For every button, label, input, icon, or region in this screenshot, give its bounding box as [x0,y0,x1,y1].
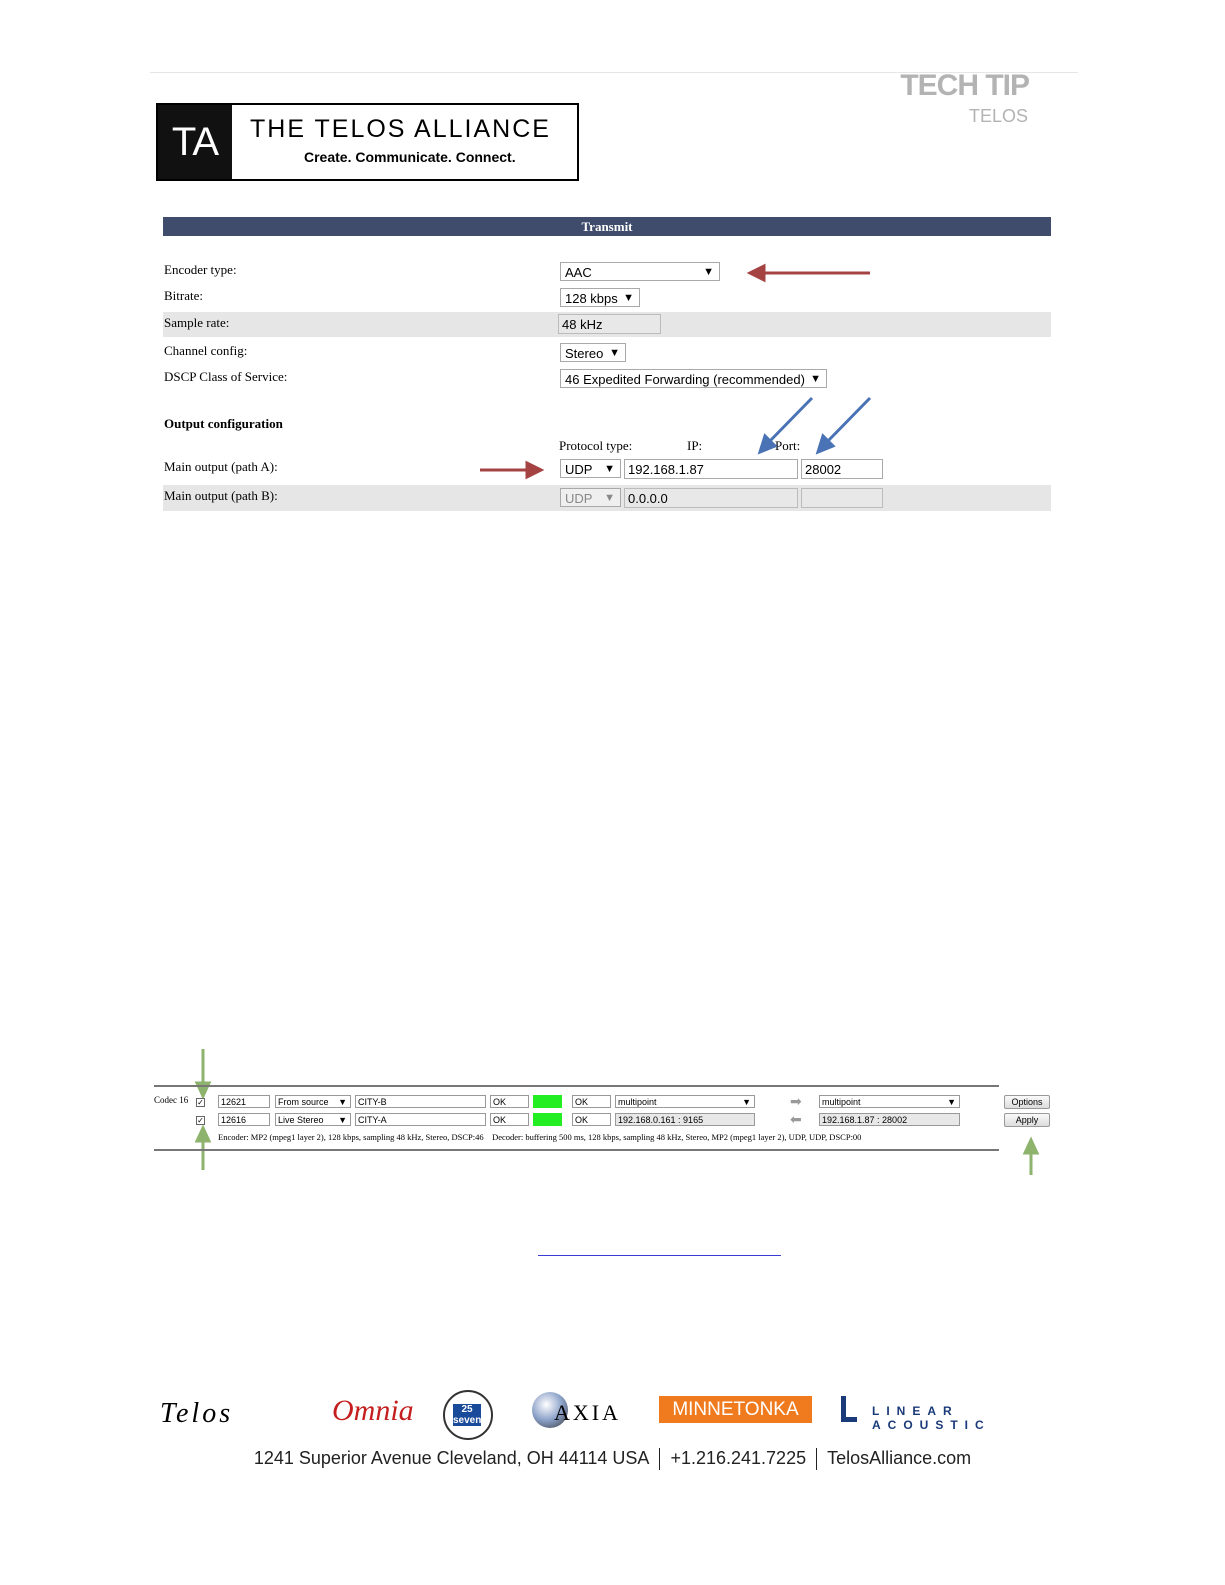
path-b-ip-input: 0.0.0.0 [624,488,798,508]
codec-row-1-dest2-select[interactable] [819,1095,960,1108]
path-a-ip-input[interactable]: 192.168.1.87 [624,459,798,479]
divider [816,1448,817,1470]
ip-header: IP: [687,438,703,453]
logo-mark: TA [158,105,232,179]
hyperlink-underline[interactable] [538,1255,781,1256]
codec-top-rule [154,1085,999,1087]
chevron-down-icon: ▼ [810,373,821,385]
dscp-label: DSCP Class of Service: [164,369,288,384]
chevron-down-icon: ▼ [338,1115,347,1125]
codec-row-2-id[interactable]: 12616 [218,1113,270,1126]
25seven-logo-text: 25 seven [453,1404,482,1426]
codec-row-2-mode-select[interactable] [275,1113,351,1126]
channel-config-value: Stereo [565,346,604,361]
protocol-type-header: Protocol type: [559,438,633,453]
logo-name: THE TELOS ALLIANCE [250,115,551,143]
codec-row-2-mode-value: Live Stereo [278,1115,324,1125]
chevron-down-icon: ▼ [609,347,620,359]
path-a-port-input[interactable]: 28002 [801,459,883,479]
codec-row-1-dest-select[interactable] [615,1095,755,1108]
blue-arrow-ip-icon [768,398,812,443]
codec-row-1-id[interactable]: 12621 [218,1095,270,1108]
codec-row-2-dest: 192.168.0.161 : 9165 [615,1113,755,1126]
codec-row-1-dest-value: multipoint [618,1097,657,1107]
25seven-logo [443,1390,493,1440]
logo-tagline: Create. Communicate. Connect. [304,149,516,165]
arrow-right-icon: ➡ [790,1093,802,1109]
codec-label: Codec 16 [154,1095,189,1105]
output-config-heading: Output configuration [164,416,283,431]
sample-rate-label: Sample rate: [164,315,230,330]
footer-website[interactable]: TelosAlliance.com [827,1448,972,1468]
codec-row-1-status-rx: OK [572,1095,611,1108]
codec-row-1-status-indicator [533,1095,562,1108]
codec-row-2-checkbox[interactable]: ✓ [197,1116,204,1125]
codec-row-2-status-indicator [533,1113,562,1126]
encoder-type-label: Encoder type: [164,262,237,277]
path-a-protocol-value: UDP [565,462,593,477]
omnia-logo: Omnia [332,1394,414,1427]
path-a-label: Main output (path A): [164,459,278,474]
codec-row-1-name[interactable]: CITY-B [355,1095,486,1108]
bitrate-label: Bitrate: [164,288,203,303]
codec-row-2-dest2: 192.168.1.87 : 28002 [819,1113,960,1126]
codec-row-1-checkbox[interactable]: ✓ [197,1098,204,1107]
linear-acoustic-mark-icon [841,1396,857,1422]
tech-tip-heading: TECH TIP [900,69,1029,102]
minnetonka-logo: MINNETONKA [659,1396,812,1423]
green-arrowhead-icon [197,1128,209,1141]
channel-config-label: Channel config: [164,343,248,358]
arrow-left-icon: ⬅ [790,1111,802,1127]
apply-button[interactable]: Apply [1004,1113,1050,1127]
codec-row-1-dest2-value: multipoint [822,1097,861,1107]
chevron-down-icon: ▼ [947,1097,956,1107]
chevron-down-icon: ▼ [604,463,615,475]
blue-arrow-port-icon [826,398,870,443]
port-header: Port: [775,438,801,453]
chevron-down-icon: ▼ [742,1097,751,1107]
codec-row-1-mode-select[interactable] [275,1095,351,1108]
footer-address: 1241 Superior Avenue Cleveland, OH 44114 USA [253,1448,650,1468]
codec-summary: Encoder: MP2 (mpeg1 layer 2), 128 kbps, sampling 48 kHz, Stereo, DSCP:46 Decoder: buffering 500 ms, 128 kbps, sampling 48 kHz, Stereo, MP2 (mpeg1 layer 2), UDP, UDP, DSCP:00 [218,1132,862,1142]
codec-row-1-mode-value: From source [278,1097,329,1107]
codec-row-2-status-tx: OK [490,1113,529,1126]
footer-address-line [0,1448,1225,1470]
red-arrowhead-icon [750,266,764,280]
axia-logo: AXIA [554,1400,621,1425]
brand-small: TELOS [968,106,1028,126]
codec-row-2-name[interactable]: CITY-A [355,1113,486,1126]
codec-row-2-status-rx: OK [572,1113,611,1126]
bitrate-value: 128 kbps [565,291,618,306]
footer-phone: +1.216.241.7225 [670,1448,807,1468]
chevron-down-icon: ▼ [623,292,634,304]
chevron-down-icon: ▼ [703,266,714,278]
transmit-header: Transmit [163,217,1051,236]
divider [659,1448,660,1470]
sample-rate-field: 48 kHz [558,314,661,334]
telos-logo: Telos [160,1398,234,1429]
chevron-down-icon: ▼ [604,492,615,504]
green-arrowhead-icon [1025,1140,1037,1153]
linear-acoustic-logo: LINEAR ACOUSTIC [872,1404,991,1432]
codec-bottom-rule [154,1149,999,1151]
path-b-protocol-value: UDP [565,491,593,506]
dscp-value: 46 Expedited Forwarding (recommended) [565,372,805,387]
chevron-down-icon: ▼ [338,1097,347,1107]
path-b-label: Main output (path B): [164,488,278,503]
encoder-type-value: AAC [565,265,592,280]
red-arrowhead-icon [527,463,541,477]
options-button[interactable]: Options [1004,1095,1050,1109]
codec-row-1-status-tx: OK [490,1095,529,1108]
footer-logo-strip [160,1390,1050,1440]
